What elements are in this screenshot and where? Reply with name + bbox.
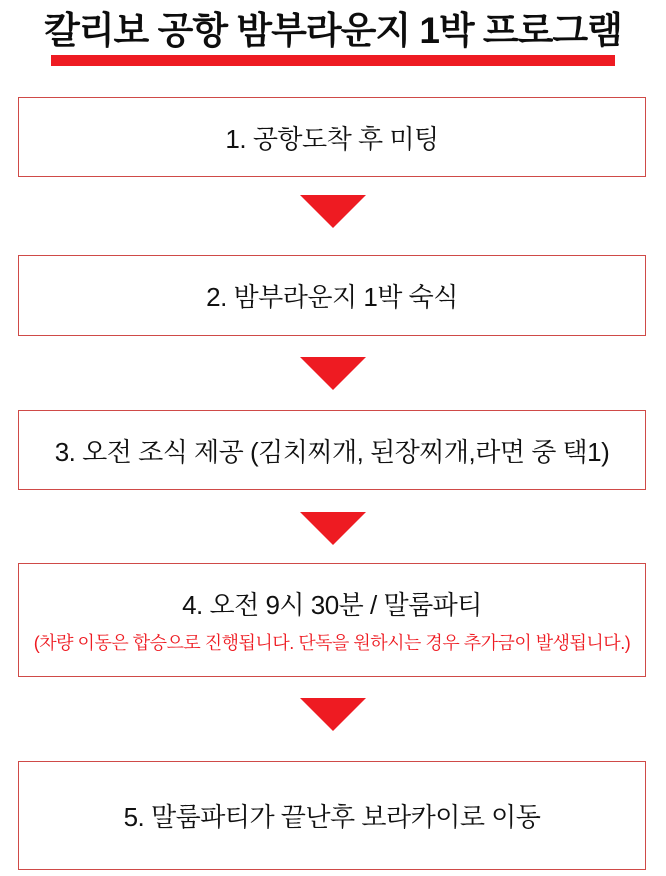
arrow-down-icon	[300, 357, 366, 390]
flow-step-2-label: 2. 밤부라운지 1박 숙식	[206, 282, 458, 312]
arrow-down-icon	[300, 698, 366, 731]
page-title: 칼리보 공항 밤부라운지 1박 프로그램	[44, 10, 622, 51]
flow-step-4	[18, 563, 646, 677]
title-underline-bar	[51, 55, 615, 66]
flow-step-3-label: 3. 오전 조식 제공 (김치찌개, 된장찌개,라면 중 택1)	[54, 436, 610, 467]
flow-step-5-label: 5. 말룸파티가 끝난후 보라카이로 이동	[123, 802, 541, 832]
arrow-down-icon	[300, 512, 366, 545]
flow-step-5	[18, 761, 646, 870]
flow-step-3	[18, 410, 646, 490]
flow-step-4-note: (차량 이동은 합승으로 진행됩니다. 단독을 원하시는 경우 추가금이 발생됩니다.)	[33, 633, 631, 653]
flow-step-4-label: 4. 오전 9시 30분 / 말룸파티	[182, 590, 482, 620]
flow-step-2	[18, 255, 646, 336]
flow-step-1-label: 1. 공항도착 후 미팅	[225, 123, 439, 154]
arrow-down-icon	[300, 195, 366, 228]
flow-step-1	[18, 97, 646, 177]
